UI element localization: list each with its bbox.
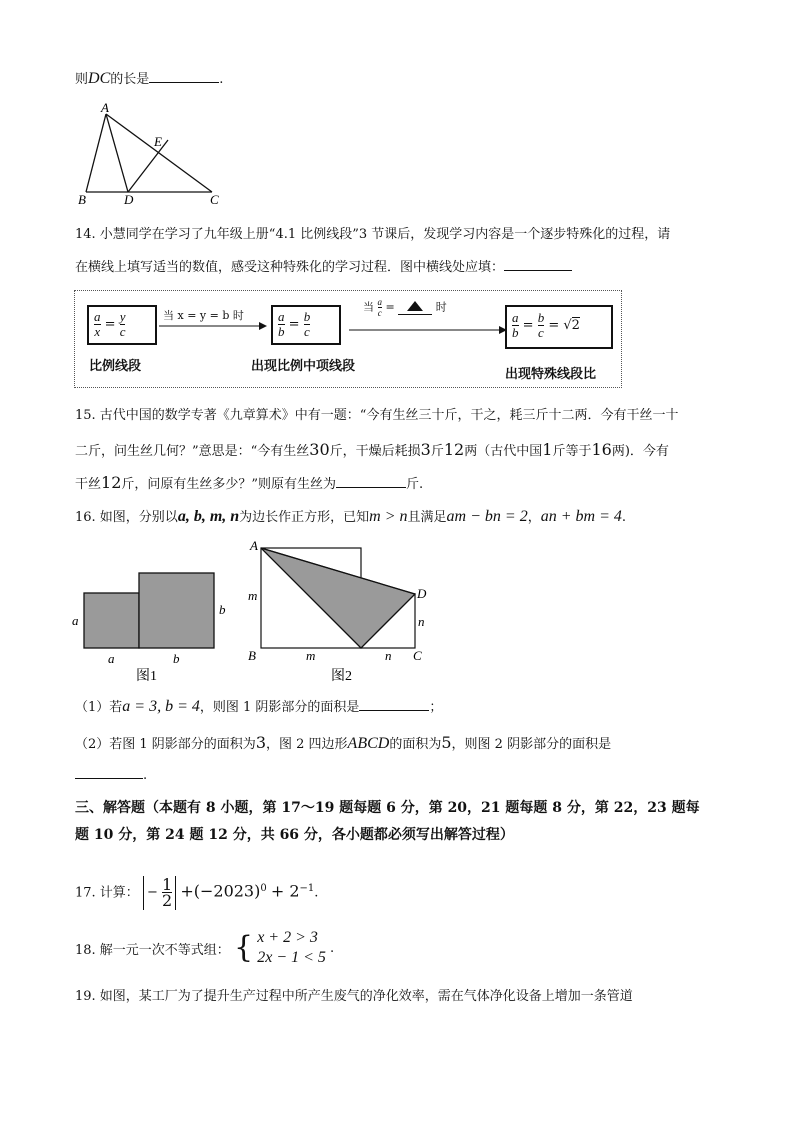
arrow-1 [159, 321, 269, 331]
segment-de [128, 140, 168, 192]
box2-caption: 出现比例中项线段 [251, 359, 356, 374]
proportion-diagram [74, 290, 622, 388]
q15-line3: 干丝12斤，问原有生丝多少？”则原有生丝为 斤. [75, 473, 424, 492]
point-c-label: C [413, 648, 422, 663]
point-e-label: E [154, 134, 162, 149]
box1-caption: 比例线段 [89, 359, 142, 374]
shaded-triangle [261, 548, 415, 648]
proportion-box-3: $\frac{a}{b}$ = $\frac{b}{c}$ = √2 [505, 305, 613, 349]
q16-part2: （2）若图 1 阴影部分的面积为3，图 2 四边形ABCD的面积为5，则图 2 阴影部分的面积是 [75, 733, 612, 752]
answer-blank[interactable] [149, 68, 219, 83]
label-m-bottom: m [306, 648, 316, 663]
point-b-label: B [78, 192, 86, 207]
point-a-label: A [250, 538, 258, 553]
label-n-right: n [418, 614, 425, 629]
figure-2 [240, 536, 440, 686]
arrow2-label: 当 $\frac{a}{c}$ = 时 [363, 297, 447, 318]
arrow1-label: 当 x = y = b 时 [163, 309, 244, 322]
point-a-label: A [101, 100, 109, 115]
q17-line: 17. 计算： − $\frac{1}{2}$ $+(-2023)^0 + 2^{-1}$. [75, 875, 319, 911]
label-b-right: b [219, 602, 226, 617]
q14-line1: 14. 小慧同学在学习了九年级上册“4.1 比例线段”3 节课后，发现学习内容是一个逐步特殊化的过程，请 [75, 227, 671, 242]
q19-line1: 19. 如图，某工厂为了提升生产过程中所产生废气的净化效率，需在气体净化设备上增加一条管道 [75, 989, 633, 1004]
square-a [84, 593, 139, 648]
absolute-value: − $\frac{1}{2}$ [143, 876, 176, 911]
label-b-bottom: b [173, 651, 180, 666]
label-a-bottom: a [108, 651, 115, 666]
figure-1-caption: 图1 [136, 669, 157, 684]
answer-blank[interactable] [359, 696, 429, 711]
square-b [139, 573, 214, 648]
brace-icon: { [233, 930, 254, 965]
arrow-2 [349, 325, 509, 335]
proportion-box-2: $\frac{a}{b}$ = $\frac{b}{c}$ [271, 305, 341, 345]
triangle-marker-icon [407, 301, 423, 311]
segment-ad [106, 114, 128, 192]
q18-line: 18. 解一元一次不等式组： { x + 2 > 3 2x − 1 < 5 . [75, 929, 335, 966]
q16-line: 16. 如图，分别以a, b, m, n为边长作正方形，已知m > n且满足am − bn = 2，an + bm = 4. [75, 508, 627, 525]
figure-1 [68, 562, 238, 686]
label-m-left: m [248, 588, 258, 603]
q15-line2: 二斤，问生丝几何？”意思是：“今有生丝30斤，干燥后耗损3斤12两（古代中国1斤等于16两)．今有 [75, 440, 669, 459]
q16-part2-blank: . [75, 764, 147, 786]
q13-line: 则DC的长是 . [75, 70, 224, 87]
proportion-box-1: $\frac{a}{x}$ = $\frac{y}{c}$ [87, 305, 157, 345]
answer-blank[interactable] [398, 301, 432, 315]
q14-line2: 在横线上填写适当的数值，感受这种特殊化的学习过程．图中横线处应填： [75, 256, 572, 278]
q16-part1: （1）若a = 3, b = 4，则图 1 阴影部分的面积是 ； [75, 698, 443, 715]
box3-caption: 出现特殊线段比 [505, 367, 597, 382]
label-n-bottom: n [385, 648, 392, 663]
segment-ac [106, 114, 212, 192]
point-d-label: D [417, 586, 427, 601]
figure-2-caption: 图2 [331, 669, 352, 684]
point-c-label: C [210, 192, 219, 207]
answer-blank[interactable] [75, 764, 143, 779]
section3-heading-line2: 题 10 分，第 24 题 12 分，共 66 分，各小题都必须写出解答过程） [75, 827, 514, 843]
answer-blank[interactable] [504, 256, 572, 271]
point-d-label: D [124, 192, 134, 207]
point-b-label: B [248, 648, 256, 663]
triangle-figure [78, 100, 228, 210]
q15-line1: 15. 古代中国的数学专著《九章算术》中有一题：“今有生丝三十斤，干之，耗三斤十二两．今有干丝一十 [75, 408, 679, 423]
answer-blank[interactable] [336, 473, 406, 488]
segment-ab [86, 114, 106, 192]
section3-heading-line1: 三、解答题（本题有 8 小题，第 17～19 题每题 6 分，第 20，21 题每题 8 分，第 22，23 题每 [75, 800, 700, 816]
label-a-left: a [72, 613, 79, 628]
